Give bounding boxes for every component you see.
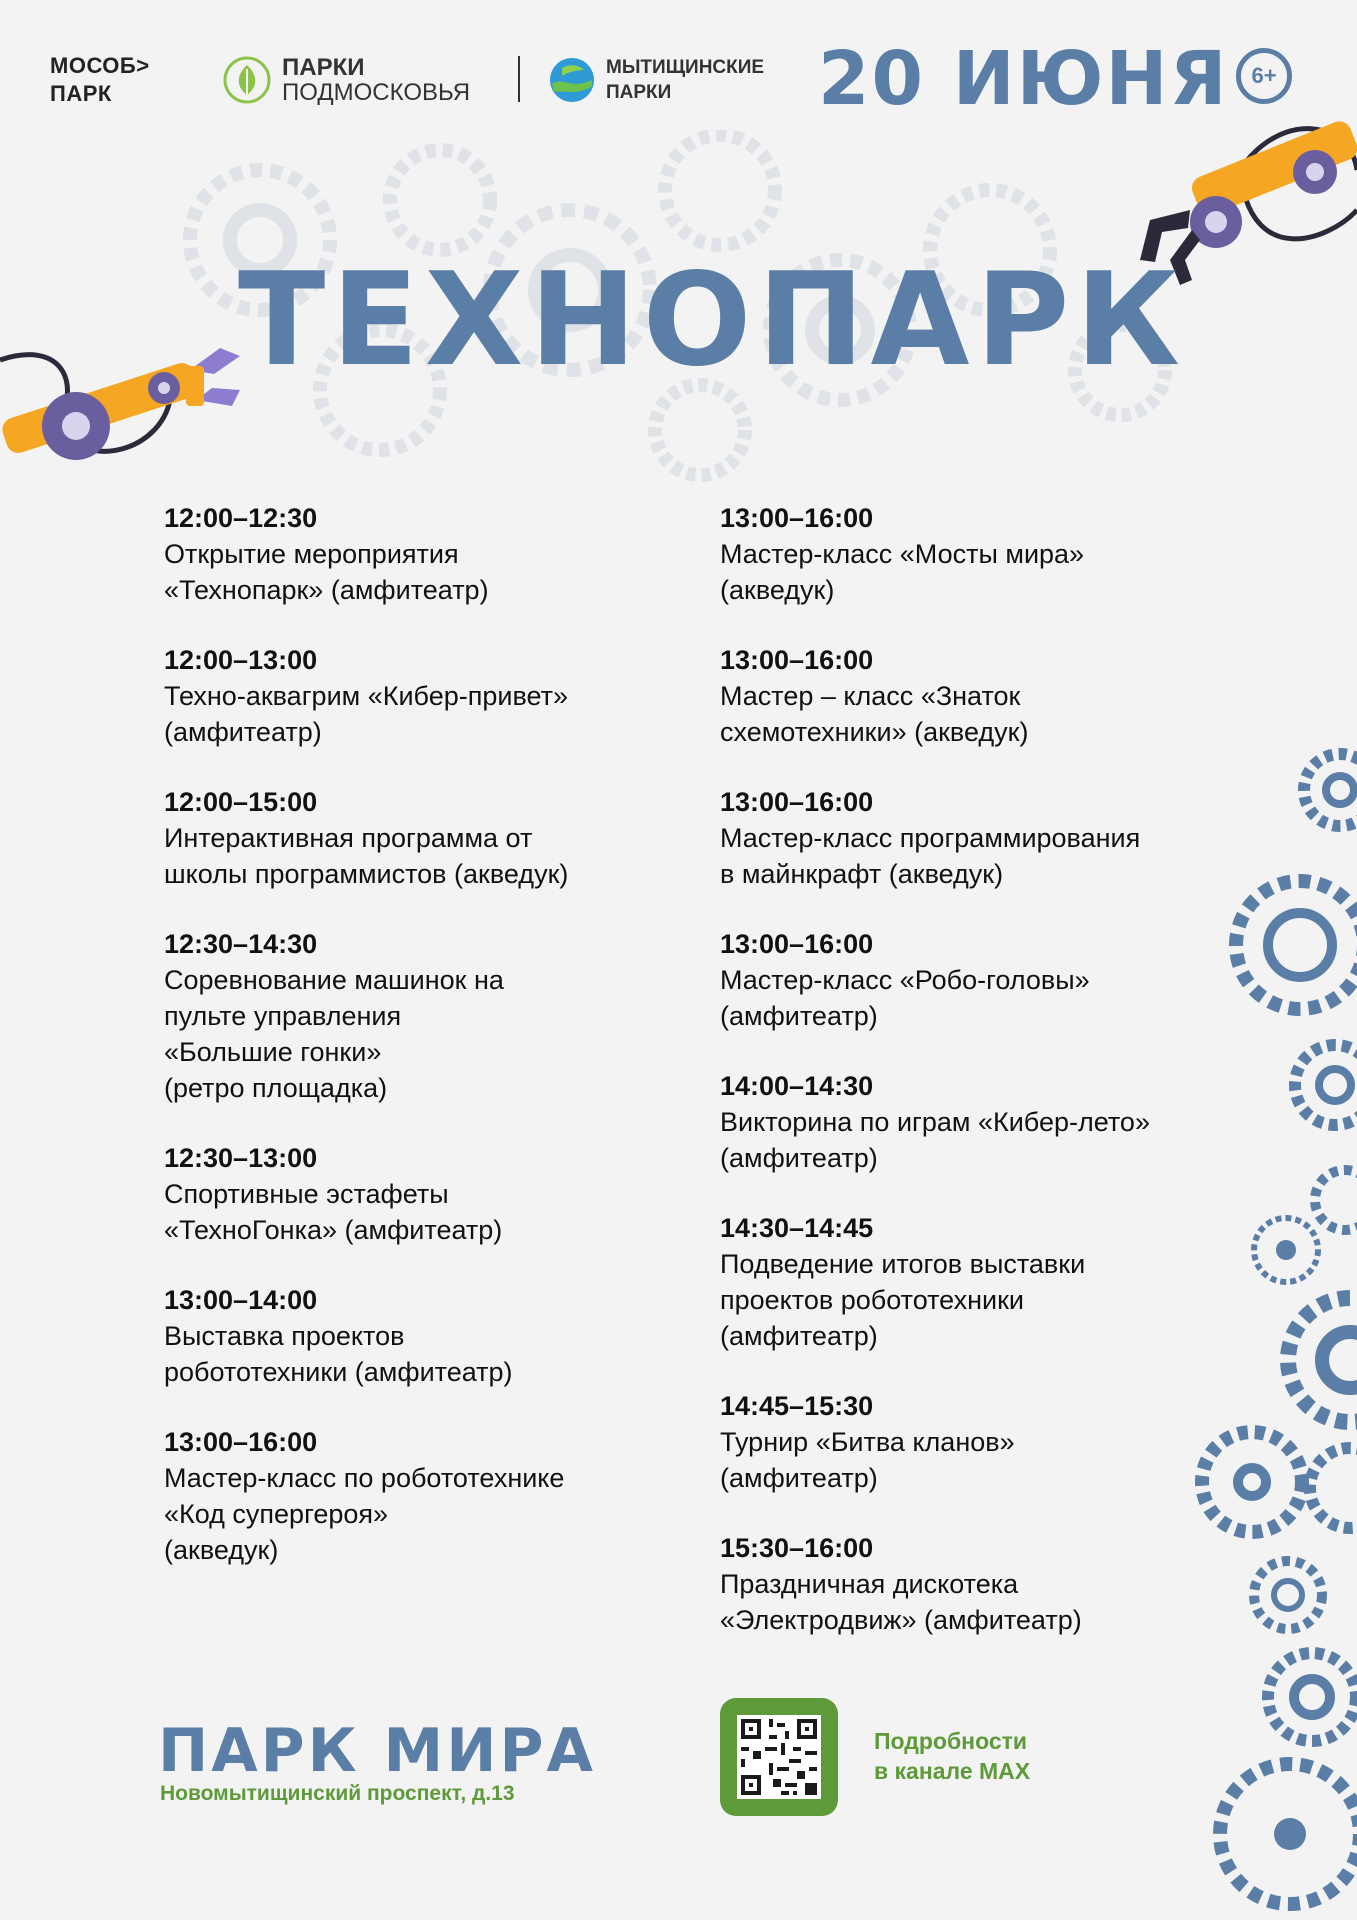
event-description: Техно-аквагрим «Кибер-привет» (амфитеатр) xyxy=(164,681,568,747)
schedule-item xyxy=(720,784,1240,892)
schedule-item xyxy=(164,642,704,750)
event-time: 12:30–14:30 xyxy=(164,929,318,959)
event-description: Турнир «Битва кланов» (амфитеатр) xyxy=(720,1427,1015,1493)
schedule-item xyxy=(164,500,704,608)
schedule-item xyxy=(164,1140,704,1248)
schedule-item xyxy=(720,500,1240,608)
event-description: Выставка проектов робототехники (амфитеатр) xyxy=(164,1321,513,1387)
schedule-item xyxy=(164,1424,704,1568)
qr-code[interactable] xyxy=(720,1698,838,1816)
mosobpark-logo xyxy=(50,52,150,108)
schedule-item xyxy=(720,642,1240,750)
event-description: Мастер-класс «Мосты мира» (акведук) xyxy=(720,539,1085,605)
leaf-emblem-icon xyxy=(222,55,272,105)
schedule-item xyxy=(164,1282,704,1390)
mosob-logo-line1: МОСОБ> xyxy=(50,53,150,78)
event-time: 13:00–14:00 xyxy=(164,1285,318,1315)
event-description: Викторина по играм «Кибер-лето» (амфитеатр) xyxy=(720,1107,1150,1173)
event-description: Соревнование машинок на пульте управления «Большие гонки» (ретро площадка) xyxy=(164,965,504,1103)
event-description: Открытие мероприятия «Технопарк» (амфитеатр) xyxy=(164,539,489,605)
myt-logo-line2: ПАРКИ xyxy=(606,82,672,103)
event-time: 12:30–13:00 xyxy=(164,1143,318,1173)
parki-logo-line2: ПОДМОСКОВЬЯ xyxy=(282,79,471,106)
parki-podmoskovya-logo xyxy=(222,52,470,108)
gears-column-icon xyxy=(1180,730,1357,1920)
event-description: Интерактивная программа от школы программистов (акведук) xyxy=(164,823,569,889)
event-time: 13:00–16:00 xyxy=(720,645,874,675)
main-title: ТЕХНОПАРК xyxy=(238,246,1186,395)
event-time: 14:00–14:30 xyxy=(720,1071,874,1101)
event-description: Мастер-класс «Робо-головы» (амфитеатр) xyxy=(720,965,1090,1031)
more-info-text: Подробности в канале MAX xyxy=(874,1728,1031,1784)
schedule-item xyxy=(720,1210,1240,1354)
event-time: 14:45–15:30 xyxy=(720,1391,874,1421)
event-time: 13:00–16:00 xyxy=(164,1427,318,1457)
venue-address: Новомытищинский проспект, д.13 xyxy=(160,1782,515,1805)
schedule-left-column xyxy=(164,500,704,1602)
parki-logo-line1: ПАРКИ xyxy=(282,54,365,81)
schedule-item xyxy=(164,926,704,1106)
schedule-item xyxy=(720,1530,1240,1638)
qr-code-icon xyxy=(737,1715,821,1799)
logo-divider xyxy=(518,56,520,102)
event-time: 14:30–14:45 xyxy=(720,1213,874,1243)
mosob-logo-line2: ПАРК xyxy=(50,81,112,106)
mytishchi-parks-logo xyxy=(548,52,764,108)
myt-logo-line1: МЫТИЩИНСКИЕ xyxy=(606,57,765,78)
event-time: 12:00–13:00 xyxy=(164,645,318,675)
event-time: 12:00–15:00 xyxy=(164,787,318,817)
event-description: Мастер-класс по робототехнике «Код супергероя» (акведук) xyxy=(164,1463,565,1565)
event-description: Праздничная дискотека «Электродвиж» (амфитеатр) xyxy=(720,1569,1082,1635)
event-time: 13:00–16:00 xyxy=(720,503,874,533)
schedule-right-column xyxy=(720,500,1240,1672)
robot-arm-left-icon xyxy=(0,330,260,470)
event-description: Подведение итогов выставки проектов робототехники (амфитеатр) xyxy=(720,1249,1086,1351)
globe-emblem-icon xyxy=(548,56,596,104)
event-time: 15:30–16:00 xyxy=(720,1533,874,1563)
schedule-item xyxy=(720,926,1240,1034)
schedule-item xyxy=(720,1388,1240,1496)
event-description: Мастер-класс программирования в майнкрафт (акведук) xyxy=(720,823,1141,889)
event-description: Мастер – класс «Знаток схемотехники» (акведук) xyxy=(720,681,1029,747)
event-date: 20 ИЮНЯ xyxy=(818,36,1229,122)
venue-name: ПАРК МИРА xyxy=(158,1716,596,1786)
event-description: Спортивные эстафеты «ТехноГонка» (амфитеатр) xyxy=(164,1179,503,1245)
event-time: 12:00–12:30 xyxy=(164,503,318,533)
age-rating-badge: 6+ xyxy=(1236,48,1292,104)
schedule-item xyxy=(164,784,704,892)
event-time: 13:00–16:00 xyxy=(720,929,874,959)
event-time: 13:00–16:00 xyxy=(720,787,874,817)
schedule-item xyxy=(720,1068,1240,1176)
